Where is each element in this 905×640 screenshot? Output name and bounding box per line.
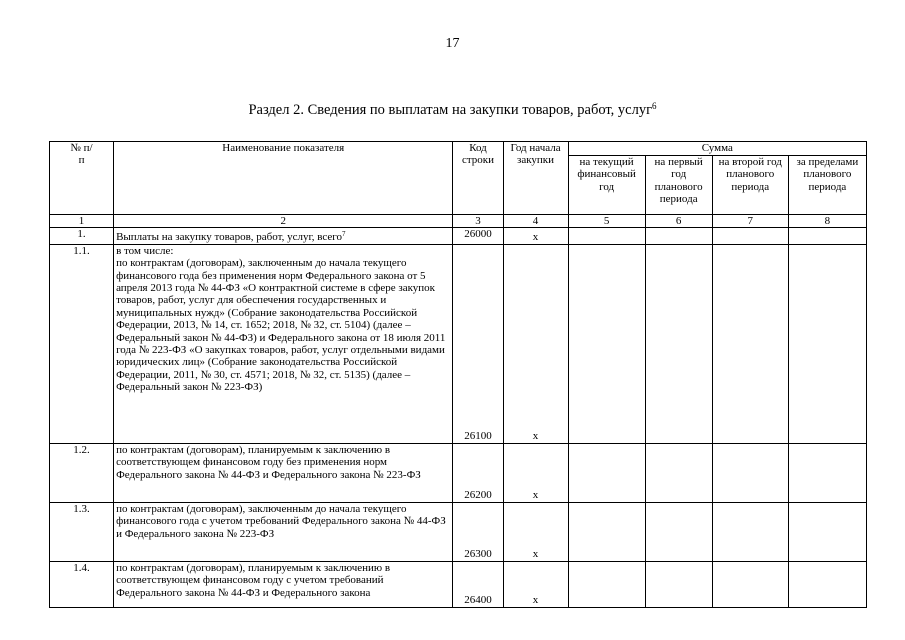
row-number: 1.4. (50, 561, 114, 607)
header-year: Год начала закупки (503, 142, 568, 215)
header-sum: Сумма (568, 142, 866, 156)
row-number: 1.2. (50, 443, 114, 502)
header-second-year: на второй год планового периода (712, 156, 788, 215)
row-sum-cell (645, 443, 712, 502)
row-sum-cell (712, 502, 788, 561)
header-first-year: на первый год планового периода (645, 156, 712, 215)
payments-table (49, 141, 867, 608)
column-index-cell: 5 (568, 215, 645, 228)
row-sum-cell (712, 228, 788, 244)
row-sum-cell (568, 561, 645, 607)
section-title (0, 101, 905, 119)
row-number: 1.3. (50, 502, 114, 561)
column-index-cell: 3 (453, 215, 503, 228)
row-year: x (503, 443, 568, 502)
row-name: в том числе: по контрактам (договорам), заключенным до начала текущего финансового года без применения норм Федерального закона от 5 апреля 2013 года № 44-ФЗ «О контрактной системе в сфере закупок товаров, работ, услуг для обеспечения государственных и муниципальных нужд» (Собрание законодательства Российской Федерации, 2013, № 14, ст. 1652; 2018, № 32, ст. 5104) (далее – Федеральный закон № 44-ФЗ) и Федерального закона от 18 июля 2011 года № 223-ФЗ «О закупках товаров, работ, услуг отдельными видами юридических лиц» (Собрание законодательства Российской Федерации, 2011, № 30, ст. 4571; 2018, № 32, ст. 5135) (далее – Федеральный закон № 223-ФЗ) (114, 244, 453, 443)
table-row (50, 443, 867, 502)
column-index-cell: 6 (645, 215, 712, 228)
row-year: x (503, 228, 568, 244)
row-sum-cell (788, 443, 866, 502)
row-sum-cell (788, 228, 866, 244)
row-year: x (503, 561, 568, 607)
header-num: № п/п (50, 142, 114, 215)
row-code: 26000 (453, 228, 503, 244)
row-sum-cell (568, 228, 645, 244)
column-index-cell: 1 (50, 215, 114, 228)
table-row (50, 244, 867, 443)
row-sum-cell (712, 244, 788, 443)
row-sum-cell (568, 244, 645, 443)
column-index-cell: 4 (503, 215, 568, 228)
header-beyond: за пределами планового периода (788, 156, 866, 215)
row-name (114, 228, 453, 244)
header-code: Код строки (453, 142, 503, 215)
row-code: 26200 (453, 443, 503, 502)
row-name: по контрактам (договорам), планируемым к заключению в соответствующем финансовом году с учетом требований Федерального закона № 44-ФЗ и Федерального закона (114, 561, 453, 607)
row-name-text: Выплаты на закупку товаров, работ, услуг, всего (116, 231, 342, 244)
row-footnote: 7 (341, 230, 346, 239)
column-index-cell: 8 (788, 215, 866, 228)
row-code: 26100 (453, 244, 503, 443)
row-sum-cell (568, 443, 645, 502)
row-code: 26300 (453, 502, 503, 561)
row-name: по контрактам (договорам), заключенным до начала текущего финансового года с учетом требований Федерального закона № 44-ФЗ и Федерального закона № 223-ФЗ (114, 502, 453, 561)
row-sum-cell (645, 244, 712, 443)
row-sum-cell (645, 561, 712, 607)
row-name: по контрактам (договорам), планируемым к заключению в соответствующем финансовом году без применения норм Федерального закона № 44-ФЗ и Федерального закона № 223-ФЗ (114, 443, 453, 502)
header-current-year: на текущий финансовый год (568, 156, 645, 215)
table-row (50, 561, 867, 607)
row-number: 1.1. (50, 244, 114, 443)
row-code: 26400 (453, 561, 503, 607)
column-index-cell: 2 (114, 215, 453, 228)
header-row-1 (50, 142, 867, 156)
section-title-text: Раздел 2. Сведения по выплатам на закупки товаров, работ, услуг (248, 102, 653, 118)
row-sum-cell (788, 502, 866, 561)
page-number: 17 (445, 36, 460, 51)
row-year: x (503, 244, 568, 443)
column-index-row (50, 215, 867, 228)
table-row (50, 228, 867, 244)
table-row (50, 502, 867, 561)
row-sum-cell (712, 561, 788, 607)
row-sum-cell (712, 443, 788, 502)
row-sum-cell (788, 244, 866, 443)
row-sum-cell (568, 502, 645, 561)
row-sum-cell (645, 502, 712, 561)
header-name: Наименование показателя (114, 142, 453, 215)
row-number: 1. (50, 228, 114, 244)
row-year: x (503, 502, 568, 561)
row-sum-cell (645, 228, 712, 244)
section-title-footnote: 6 (652, 101, 657, 111)
row-sum-cell (788, 561, 866, 607)
column-index-cell: 7 (712, 215, 788, 228)
